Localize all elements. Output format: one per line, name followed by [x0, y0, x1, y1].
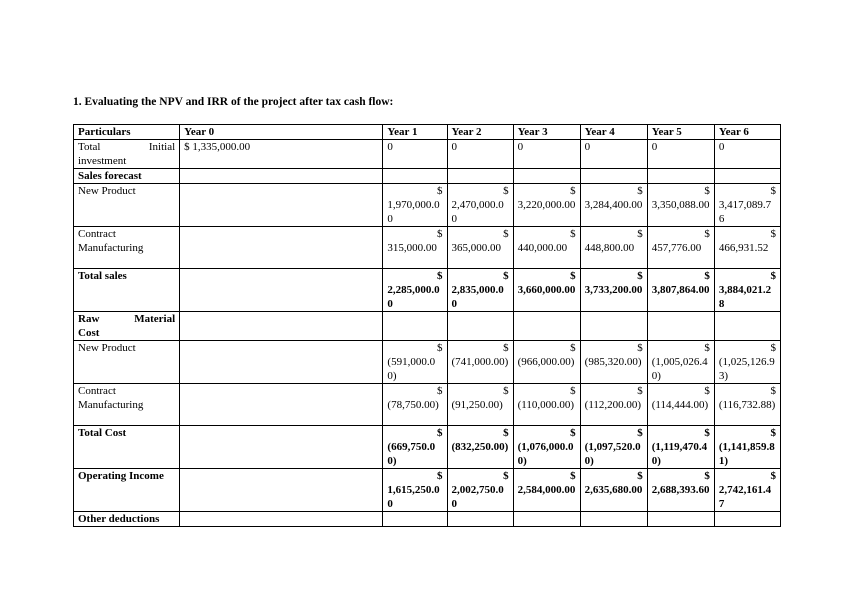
- empty-cell: [447, 312, 513, 341]
- table-row: [74, 184, 781, 227]
- cell-value: $ 2,584,000.00: [513, 469, 580, 512]
- empty-cell: [714, 169, 780, 184]
- cell-value: $ (1,076,000.00): [513, 426, 580, 469]
- cell-value: 0: [383, 140, 447, 169]
- table-row: [74, 469, 781, 512]
- cell-value: $ (591,000.00): [383, 341, 447, 384]
- column-header: Year 0: [180, 125, 383, 140]
- cell-value: $ 440,000.00: [513, 227, 580, 269]
- cell-value: $ 315,000.00: [383, 227, 447, 269]
- cell-value: $ 466,931.52: [714, 227, 780, 269]
- cell-value: $ 3,220,000.00: [513, 184, 580, 227]
- empty-cell: [180, 341, 383, 384]
- cell-value: $ (669,750.00): [383, 426, 447, 469]
- cell-value: 0: [714, 140, 780, 169]
- cell-value: $ (1,005,026.40): [647, 341, 714, 384]
- section-heading: 1. Evaluating the NPV and IRR of the project after tax cash flow:: [73, 96, 394, 108]
- cell-value: $ (116,732.88): [714, 384, 780, 426]
- empty-cell: [180, 269, 383, 312]
- cell-value: $ (1,025,126.93): [714, 341, 780, 384]
- cell-value: $ (110,000.00): [513, 384, 580, 426]
- table-row: [74, 269, 781, 312]
- row-label: Total Initial investment: [74, 140, 180, 169]
- cash-flow-table: [73, 124, 781, 527]
- column-header: Year 6: [714, 125, 780, 140]
- cell-value: $ 1,335,000.00: [180, 140, 383, 169]
- cell-value: $ 2,002,750.00: [447, 469, 513, 512]
- column-header: Year 3: [513, 125, 580, 140]
- cell-value: $ 3,884,021.28: [714, 269, 780, 312]
- cell-value: $ 2,835,000.00: [447, 269, 513, 312]
- cell-value: 0: [647, 140, 714, 169]
- empty-cell: [180, 184, 383, 227]
- empty-cell: [714, 512, 780, 527]
- row-label: Contract Manufacturing: [74, 384, 180, 426]
- table-row: [74, 227, 781, 269]
- cell-value: $ 2,688,393.60: [647, 469, 714, 512]
- empty-cell: [513, 169, 580, 184]
- row-label: New Product: [74, 341, 180, 384]
- row-label: Total sales: [74, 269, 180, 312]
- table-row: [74, 312, 781, 341]
- row-label: Total Cost: [74, 426, 180, 469]
- cell-value: $ (1,119,470.40): [647, 426, 714, 469]
- empty-cell: [180, 469, 383, 512]
- table-row: [74, 384, 781, 426]
- cell-value: $ 3,350,088.00: [647, 184, 714, 227]
- cell-value: $ (985,320.00): [580, 341, 647, 384]
- empty-cell: [447, 169, 513, 184]
- row-label: Sales forecast: [74, 169, 180, 184]
- cell-value: $ 448,800.00: [580, 227, 647, 269]
- cell-value: $ 2,285,000.00: [383, 269, 447, 312]
- table-row: [74, 426, 781, 469]
- cell-value: $ (741,000.00): [447, 341, 513, 384]
- row-label: New Product: [74, 184, 180, 227]
- empty-cell: [714, 312, 780, 341]
- column-header: Year 5: [647, 125, 714, 140]
- empty-cell: [647, 169, 714, 184]
- cell-value: $ 3,417,089.76: [714, 184, 780, 227]
- cell-value: $ 1,615,250.00: [383, 469, 447, 512]
- empty-cell: [513, 512, 580, 527]
- column-header: Year 4: [580, 125, 647, 140]
- empty-cell: [180, 312, 383, 341]
- cell-value: 0: [580, 140, 647, 169]
- empty-cell: [180, 426, 383, 469]
- cell-value: $ (1,141,859.81): [714, 426, 780, 469]
- table-row: [74, 341, 781, 384]
- empty-cell: [383, 512, 447, 527]
- row-label: Operating Income: [74, 469, 180, 512]
- empty-cell: [513, 312, 580, 341]
- cell-value: 0: [513, 140, 580, 169]
- cell-value: $ 3,660,000.00: [513, 269, 580, 312]
- column-header: Year 2: [447, 125, 513, 140]
- cell-value: $ 2,742,161.47: [714, 469, 780, 512]
- empty-cell: [180, 512, 383, 527]
- empty-cell: [580, 512, 647, 527]
- table-row: [74, 140, 781, 169]
- cell-value: $ 1,970,000.00: [383, 184, 447, 227]
- cell-value: 0: [447, 140, 513, 169]
- table-header-row: [74, 125, 781, 140]
- cell-value: $ (966,000.00): [513, 341, 580, 384]
- row-label: Raw Material Cost: [74, 312, 180, 341]
- row-label: Contract Manufacturing: [74, 227, 180, 269]
- cell-value: $ (78,750.00): [383, 384, 447, 426]
- cell-value: $ 3,284,400.00: [580, 184, 647, 227]
- cell-value: $ 3,807,864.00: [647, 269, 714, 312]
- cell-value: $ 2,470,000.00: [447, 184, 513, 227]
- empty-cell: [383, 312, 447, 341]
- empty-cell: [447, 512, 513, 527]
- cell-value: $ 2,635,680.00: [580, 469, 647, 512]
- empty-cell: [647, 312, 714, 341]
- empty-cell: [383, 169, 447, 184]
- empty-cell: [647, 512, 714, 527]
- cell-value: $ 3,733,200.00: [580, 269, 647, 312]
- column-header: Year 1: [383, 125, 447, 140]
- row-label: Other deductions: [74, 512, 180, 527]
- table-row: [74, 169, 781, 184]
- empty-cell: [580, 312, 647, 341]
- cell-value: $ (1,097,520.00): [580, 426, 647, 469]
- cell-value: $ 365,000.00: [447, 227, 513, 269]
- empty-cell: [180, 384, 383, 426]
- cell-value: $ (112,200.00): [580, 384, 647, 426]
- column-header: Particulars: [74, 125, 180, 140]
- cell-value: $ 457,776.00: [647, 227, 714, 269]
- empty-cell: [180, 227, 383, 269]
- empty-cell: [180, 169, 383, 184]
- empty-cell: [580, 169, 647, 184]
- cell-value: $ (832,250.00): [447, 426, 513, 469]
- table-row: [74, 512, 781, 527]
- cell-value: $ (114,444.00): [647, 384, 714, 426]
- cell-value: $ (91,250.00): [447, 384, 513, 426]
